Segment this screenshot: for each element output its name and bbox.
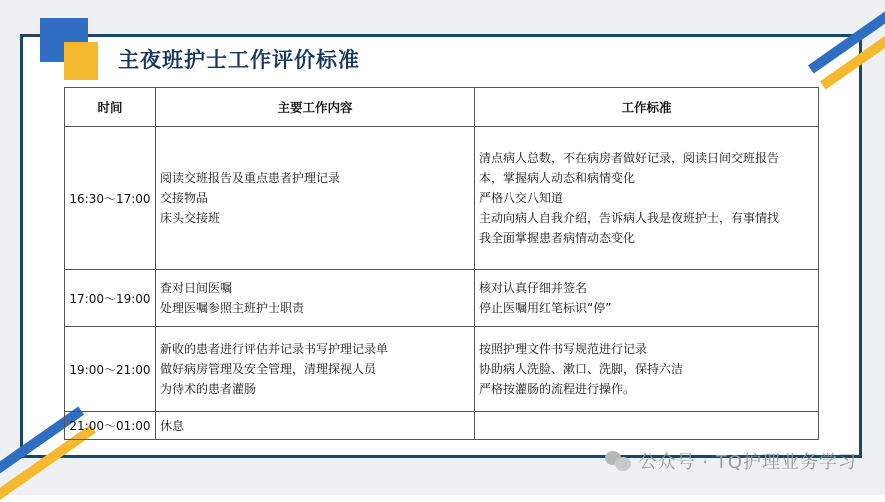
content-line: 新收的患者进行评估并记录书写护理记录单	[160, 342, 389, 356]
header-standard: 工作标准	[475, 88, 819, 127]
table-row	[65, 327, 819, 412]
table-row	[65, 270, 819, 327]
cell-time: 16:30～17:00	[65, 127, 156, 270]
cell-standard	[475, 127, 819, 270]
cell-content	[156, 327, 475, 412]
standard-line: 主动向病人自我介绍，告诉病人我是夜班护士，有事情找	[479, 211, 780, 225]
standard-line: 停止医嘱用红笔标识“停”	[479, 301, 612, 315]
watermark-text: 公众号 · TQ护理业务学习	[638, 452, 857, 473]
header-time: 时间	[65, 88, 156, 127]
table-row	[65, 412, 819, 440]
cell-standard	[475, 327, 819, 412]
standard-line: 我全面掌握患者病情动态变化	[479, 231, 636, 245]
content-line: 阅读交班报告及重点患者护理记录	[160, 171, 341, 185]
standard-line: 按照护理文件书写规范进行记录	[479, 342, 648, 356]
header-content: 主要工作内容	[156, 88, 475, 127]
watermark	[605, 448, 857, 474]
content-line: 床头交接班	[160, 211, 221, 225]
cell-content	[156, 127, 475, 270]
table-header-row	[65, 88, 819, 127]
standard-line: 本，掌握病人动态和病情变化	[479, 171, 636, 185]
cell-time: 17:00～19:00	[65, 270, 156, 327]
cell-standard	[475, 412, 819, 440]
content-line: 做好病房管理及安全管理，清理探视人员	[160, 362, 377, 376]
slide-title: 主夜班护士工作评价标准	[118, 48, 360, 72]
cell-time: 21:00～01:00	[65, 412, 156, 440]
cell-standard	[475, 270, 819, 327]
standard-line: 核对认真仔细并签名	[479, 281, 588, 295]
standard-line: 协助病人洗脸、漱口、洗脚，保持六洁	[479, 362, 684, 376]
cell-time: 19:00～21:00	[65, 327, 156, 412]
content-line: 休息	[160, 418, 185, 433]
standard-line: 严格按灌肠的流程进行操作。	[479, 382, 636, 396]
wechat-icon	[605, 451, 631, 471]
table-row	[65, 127, 819, 270]
content-line: 为待术的患者灌肠	[160, 382, 257, 396]
decor-yellow-square	[64, 42, 98, 80]
content-line: 交接物品	[160, 191, 209, 205]
cell-content	[156, 270, 475, 327]
content-line: 查对日间医嘱	[160, 281, 233, 295]
evaluation-table	[64, 87, 819, 440]
cell-content	[156, 412, 475, 440]
standard-line: 清点病人总数，不在病房者做好记录，阅读日间交班报告	[479, 151, 780, 165]
standard-line: 严格八交八知道	[479, 191, 564, 205]
content-line: 处理医嘱参照主班护士职责	[160, 301, 305, 315]
